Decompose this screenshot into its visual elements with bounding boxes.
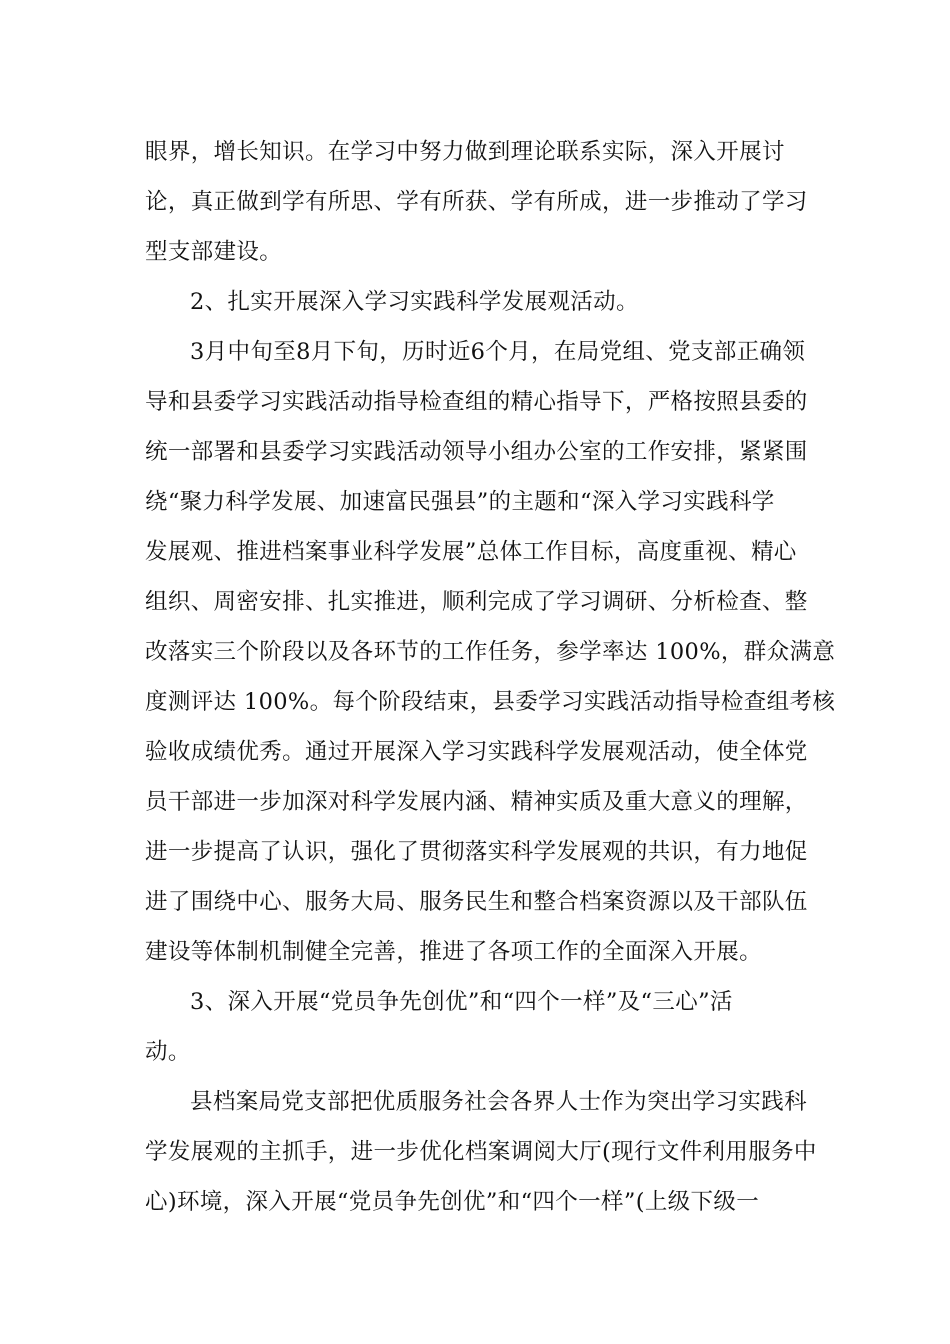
body-text-line: 眼界，增长知识。在学习中努力做到理论联系实际，深入开展讨 bbox=[145, 139, 785, 165]
body-text-line: 员干部进一步加深对科学发展内涵、精神实质及重大意义的理解， bbox=[145, 789, 808, 815]
body-text-line: 学发展观的主抓手，进一步优化档案调阅大厅(现行文件利用服务中 bbox=[145, 1139, 817, 1165]
body-text-line: 发展观、推进档案事业科学发展”总体工作目标，高度重视、精心 bbox=[145, 539, 797, 565]
body-text-line: 建设等体制机制健全完善，推进了各项工作的全面深入开展。 bbox=[145, 939, 762, 965]
body-text-line: 心)环境，深入开展“党员争先创优”和“四个一样”(上级下级一 bbox=[145, 1189, 760, 1215]
body-text-line: 进一步提高了认识，强化了贯彻落实科学发展观的共识，有力地促 bbox=[145, 839, 808, 865]
body-text-line: 度测评达 100%。每个阶段结束，县委学习实践活动指导检查组考核 bbox=[145, 689, 836, 715]
body-text-line: 验收成绩优秀。通过开展深入学习实践科学发展观活动，使全体党 bbox=[145, 739, 808, 765]
body-text-line: 组织、周密安排、扎实推进，顺利完成了学习调研、分析检查、整 bbox=[145, 589, 808, 615]
body-text-line: 动。 bbox=[145, 1039, 191, 1065]
body-text-line: 县档案局党支部把优质服务社会各界人士作为突出学习实践科 bbox=[190, 1089, 807, 1115]
body-text-line: 型支部建设。 bbox=[145, 239, 283, 265]
body-text-line: 3月中旬至8月下旬，历时近6个月，在局党组、党支部正确领 bbox=[190, 339, 806, 365]
body-text-line: 改落实三个阶段以及各环节的工作任务，参学率达 100%，群众满意 bbox=[145, 639, 836, 665]
section-heading-3: 3、深入开展“党员争先创优”和“四个一样”及“三心”活 bbox=[190, 989, 733, 1015]
body-text-line: 进了围绕中心、服务大局、服务民生和整合档案资源以及干部队伍 bbox=[145, 889, 808, 915]
section-heading-2: 2、扎实开展深入学习实践科学发展观活动。 bbox=[190, 289, 639, 315]
body-text-line: 绕“聚力科学发展、加速富民强县”的主题和“深入学习实践科学 bbox=[145, 489, 775, 515]
body-text-line: 统一部署和县委学习实践活动领导小组办公室的工作安排，紧紧围 bbox=[145, 439, 808, 465]
body-text-line: 导和县委学习实践活动指导检查组的精心指导下，严格按照县委的 bbox=[145, 389, 808, 415]
body-text-line: 论，真正做到学有所思、学有所获、学有所成，进一步推动了学习 bbox=[145, 189, 808, 215]
